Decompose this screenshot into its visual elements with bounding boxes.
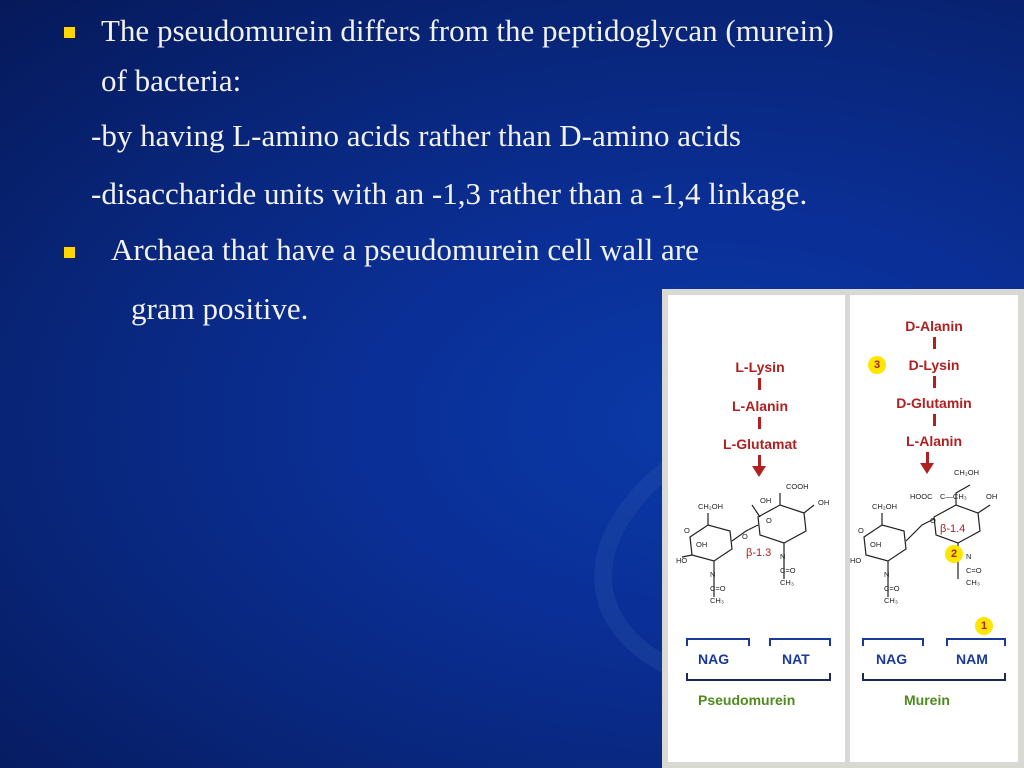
nag-bracket — [862, 638, 924, 646]
svg-text:O: O — [684, 526, 690, 535]
sugar-label-nag: NAG — [876, 651, 908, 667]
bullet-marker-2 — [64, 247, 75, 258]
nag-bracket — [686, 638, 750, 646]
amino-acid-d-glutamin: D-Glutamin — [896, 395, 972, 411]
svg-text:O: O — [930, 516, 936, 525]
amino-acid-d-alanin: D-Alanin — [905, 318, 963, 334]
bullet-2-line-2: gram positive. — [131, 291, 309, 326]
amino-acid-l-glutamat: L-Glutamat — [723, 436, 797, 452]
amino-acid-d-lysin: D-Lysin — [908, 357, 960, 373]
svg-text:HOOC: HOOC — [910, 492, 933, 501]
svg-text:CH₃: CH₃ — [710, 596, 724, 605]
pseudomurein-label: Pseudomurein — [698, 692, 796, 708]
svg-text:O: O — [858, 526, 864, 535]
pseudomurein-panel — [668, 295, 845, 762]
murein-panel — [850, 295, 1018, 762]
svg-text:OH: OH — [760, 496, 772, 505]
svg-text:N: N — [966, 552, 972, 561]
svg-text:OH: OH — [818, 498, 830, 507]
murein-label: Murein — [904, 692, 950, 708]
svg-text:C=O: C=O — [884, 584, 900, 593]
bullet-1-line-2: of bacteria: — [101, 63, 242, 98]
svg-text:CH₃: CH₃ — [780, 578, 794, 587]
svg-text:O: O — [742, 532, 748, 541]
nam-bracket — [946, 638, 1006, 646]
svg-text:OH: OH — [986, 492, 998, 501]
svg-text:N: N — [884, 570, 890, 579]
svg-text:CH₂OH: CH₂OH — [872, 502, 897, 511]
polymer-bracket — [862, 673, 1006, 681]
svg-text:OH: OH — [696, 540, 708, 549]
svg-text:HO: HO — [850, 556, 862, 565]
cell-wall-figure — [662, 289, 1024, 768]
polymer-bracket — [686, 673, 831, 681]
badge-1: 1 — [975, 617, 993, 635]
sugar-label-nat: NAT — [782, 651, 810, 667]
bullet-1-line-1: The pseudomurein differs from the peptidoglycan (murein) — [101, 13, 834, 48]
svg-text:C=O: C=O — [710, 584, 726, 593]
bullet-marker-1 — [64, 27, 75, 38]
svg-text:N: N — [780, 552, 786, 561]
chain-link — [933, 414, 936, 426]
chain-link — [933, 337, 936, 349]
amino-acid-l-alanin: L-Alanin — [906, 433, 962, 449]
amino-acid-l-alanin: L-Alanin — [732, 398, 788, 414]
sugar-label-nam: NAM — [956, 651, 988, 667]
chain-link — [758, 417, 761, 429]
svg-text:CH₂OH: CH₂OH — [698, 502, 723, 511]
chain-link — [758, 378, 761, 390]
svg-text:C=O: C=O — [966, 566, 982, 575]
glycosidic-link-label: β-1.3 — [746, 547, 772, 559]
badge-3: 3 — [868, 356, 886, 374]
svg-text:HO: HO — [676, 556, 688, 565]
svg-text:N: N — [710, 570, 716, 579]
svg-text:COOH: COOH — [786, 482, 809, 491]
sub-point-2: -disaccharide units with an -1,3 rather than a -1,4 linkage. — [91, 176, 808, 211]
chain-link — [933, 376, 936, 388]
amino-acid-l-lysin: L-Lysin — [735, 359, 785, 375]
svg-text:CH₃: CH₃ — [884, 596, 898, 605]
svg-text:OH: OH — [870, 540, 882, 549]
murein-structure — [850, 463, 1018, 613]
svg-text:O: O — [766, 516, 772, 525]
svg-text:C—CH₃: C—CH₃ — [940, 492, 967, 501]
svg-text:CH₃: CH₃ — [966, 578, 980, 587]
bullet-2-line-1: Archaea that have a pseudomurein cell wall are — [111, 232, 699, 267]
glycosidic-link-label: β-1.4 — [940, 523, 966, 535]
badge-2: 2 — [945, 545, 963, 563]
nat-bracket — [769, 638, 831, 646]
svg-text:CH₂OH: CH₂OH — [954, 468, 979, 477]
sugar-label-nag: NAG — [698, 651, 730, 667]
sub-point-1: -by having L-amino acids rather than D-amino acids — [91, 118, 741, 153]
svg-text:C=O: C=O — [780, 566, 796, 575]
